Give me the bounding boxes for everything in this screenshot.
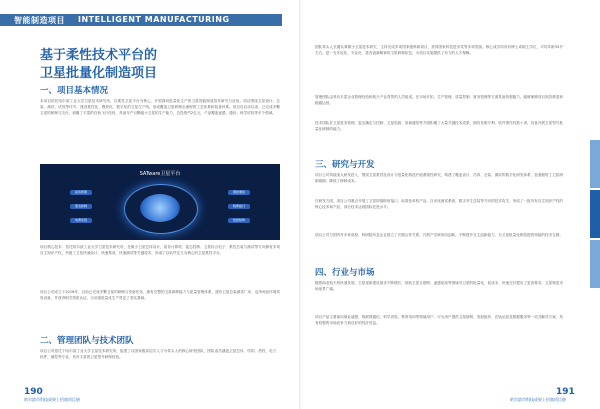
section-4-heading: 四、行业与市场 <box>315 268 375 278</box>
side-tab-active <box>590 190 600 238</box>
figure-node: 姿态控制 <box>70 204 92 209</box>
right-paragraph-2: 管理团队由具有丰富企业管理经验和航天产业背景的人员组成，在市场开拓、生产管理、质量控制、财务管理等方面具备较强能力，能够保障项目高效推进和稳健运营。 <box>315 95 563 105</box>
side-tab-light <box>590 240 600 288</box>
section-1-paragraph-3: 项目公司成立于2016年，目前已完成多颗卫星的研制与发射任务，拥有完整的卫星研制能力与质量管理体系，建有卫星总装测试厂房、洁净间及环境试验设备，并获得相关资质认证，为后续批量化生产奠定了坚实基础。 <box>40 290 280 300</box>
side-tab-light <box>590 140 600 188</box>
category-header-bar <box>0 14 282 26</box>
right-paragraph-3: 技术团队在卫星星务管理、姿态确定与控制、卫星电源、星载通信等方面积累了大量关键技术成果，拥有发明专利、软件著作权数十项，具备开展卫星型号批量化研制的能力。 <box>315 121 563 131</box>
left-page-number: 190 <box>24 387 43 397</box>
article-title-line1: 基于柔性技术平台的 <box>40 48 158 63</box>
section-1-paragraph-2: 项目核心技术：依托哈尔滨工业大学卫星技术研究所，在微小卫星总体设计、星务计算机、姿态控制、卫星综合电子、柔性总装与测试等方向拥有多项自主知识产权，突破了卫星快速设计、快速集成、快速测试等关键技术，形成了以软件定义为核心的卫星柔性平台。 <box>40 245 280 255</box>
section-4-paragraph-1: 随着商业航天的快速发展，卫星星座建设需求不断增长，低轨卫星互联网、遥感星座等领域对卫星的批量化、低成本、快速交付提出了更高要求，卫星制造市场前景广阔。 <box>315 281 563 291</box>
section-3-paragraph-3: 项目公司与国内外多家高校、科研院所及企业建立了长期合作关系，开展产学研协同创新，不断提升自主创新能力，为卫星批量化制造提供持续的技术支撑。 <box>315 233 563 237</box>
figure-title: SATware卫星平台 <box>139 171 181 177</box>
platform-figure <box>40 164 280 240</box>
section-1-paragraph-1: 本项目依托哈尔滨工业大学卫星技术研究所，以柔性卫星平台为核心，开展面向批量化生产的卫星智能制造技术研究与应用。项目围绕卫星设计、总装、测试、试验等环节，建设柔性化、模块化、数字化的卫星生产线，形成覆盖卫星研制全流程的工艺体系和装备体系。项目自启动以来，已完成多颗卫星的研制与交付，积累了丰富的在轨飞行经验，具备年产百颗级小卫星的生产能力，总投资约2亿元，产品覆盖遥感、通信、科学试验等多个领域。 <box>40 99 280 115</box>
figure-node: 热控结构 <box>228 218 250 223</box>
right-footer-text: 哈尔滨市科技成果 | 招商项目册 <box>510 397 566 402</box>
right-page-number: 191 <box>556 387 575 397</box>
category-cn: 智能制造项目 <box>14 16 65 25</box>
section-2-heading: 二、管理团队与技术团队 <box>40 336 134 346</box>
platform-core <box>140 194 180 222</box>
section-3-paragraph-1: 项目公司持续加大研发投入，围绕卫星柔性化设计与批量化制造开展系统性研究，构建了覆盖设计、仿真、总装、测试的数字化研发体系，显著缩短了卫星研制周期，降低了研制成本。 <box>315 173 563 183</box>
section-1-heading: 一、项目基本情况 <box>40 86 109 96</box>
category-en: INTELLIGENT MANUFACTURING <box>78 15 230 24</box>
section-4-paragraph-2: 项目产品主要面向商业遥感、物联网通信、科学试验、教育培训等领域用户，可为用户提供卫星研制、发射组织、在轨运营及数据服务等一站式解决方案，具有较强的市场竞争力和良好的经济效益。 <box>315 315 563 325</box>
section-2-paragraph-1: 项目公司依托于哈尔滨工业大学卫星技术研究所，组建了以国家级高层次人才为带头人的核心研发团队，团队成员涵盖卫星总体、结构、热控、电子、软件、测控等专业，具有丰富的卫星型号研制经验。 <box>40 349 280 359</box>
article-title-line2: 卫星批量化制造项目 <box>40 66 158 81</box>
figure-node: 电源系统 <box>70 218 92 223</box>
figure-node: 测控通信 <box>228 190 250 195</box>
section-3-heading: 三、研究与开发 <box>315 160 375 170</box>
right-paragraph-1: 团队带头人长期从事微小卫星技术研究，主持完成多项国家级科研项目，获得国家科技进步奖等多项奖励。核心成员均具有博士或硕士学位，平均年龄35岁左右，是一支年轻化、专业化、富有创新精神的卫星研制队伍，为项目实施提供了有力的人才保障。 <box>315 45 563 55</box>
figure-node: 星务管理 <box>70 190 92 195</box>
figure-node: 载荷接口 <box>228 204 250 209</box>
left-footer-text: 哈尔滨市科技成果 | 招商项目册 <box>24 397 80 402</box>
section-3-paragraph-2: 在研发方面，项目公司重点开展了卫星即插即用接口、标准化单机产品、自动化测试系统、数字孪生总装等方向的技术攻关，形成了一批具有自主知识产权的核心技术和产品，部分技术达到国际先进水平。 <box>315 199 563 209</box>
page-spine <box>299 0 301 409</box>
